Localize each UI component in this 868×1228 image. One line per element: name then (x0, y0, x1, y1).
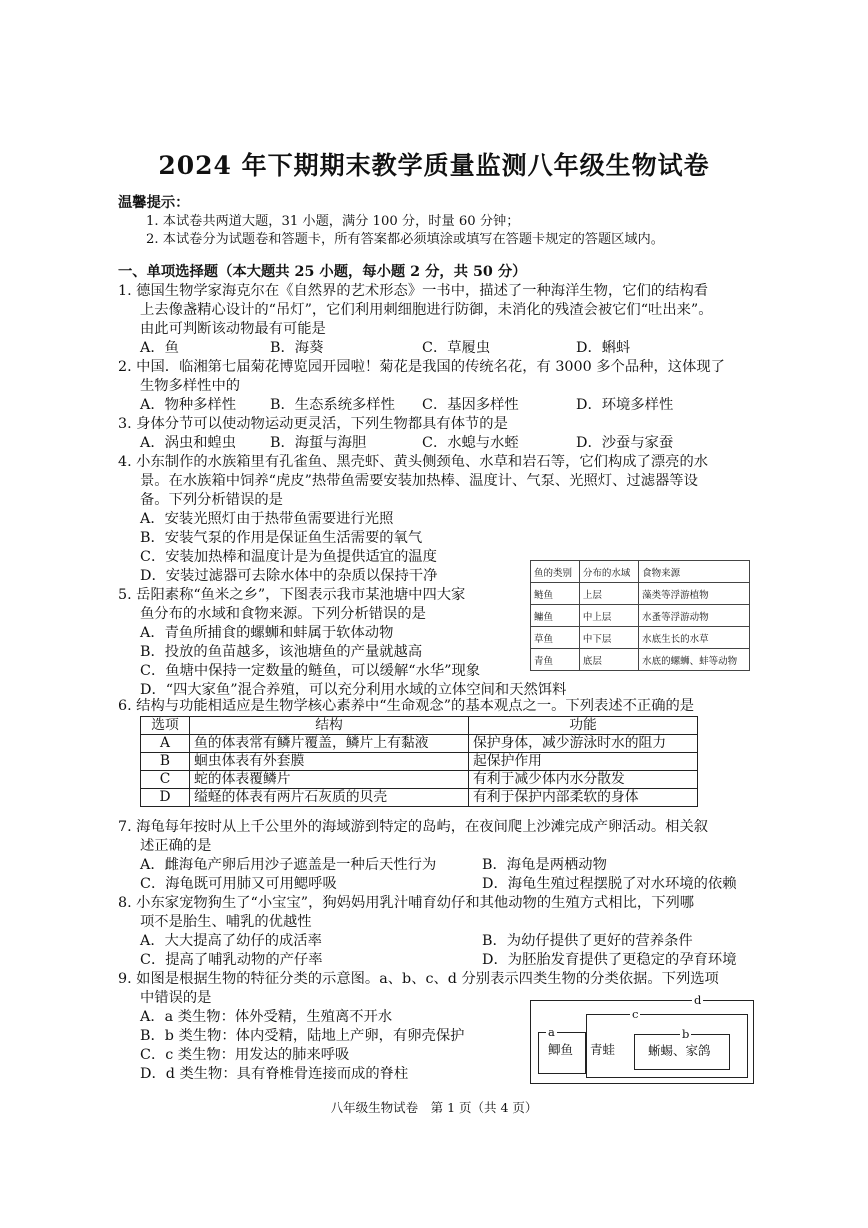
lizard-pigeon-label: 蜥蜴、家鸽 (648, 1043, 711, 1058)
table-cell: 青鱼 (531, 649, 580, 671)
option-a: A．涡虫和蝗虫 (140, 435, 237, 451)
table-row (141, 789, 698, 807)
option-c: C．海龟既可用肺又可用鳃呼吸 (140, 876, 337, 892)
question-text: 7. 海龟每年按时从上千公里外的海域游到特定的岛屿，在夜间爬上沙滩完成产卵活动。相关叙 (118, 819, 709, 835)
header-cell: 分布的水域 (579, 561, 638, 583)
question-text: 景。在水族箱中饲养“虎皮”热带鱼需要安装加热棒、温度计、气泵、光照灯、过滤器等设 (140, 473, 698, 489)
option-b: B．为幼仔提供了更好的营养条件 (482, 933, 693, 949)
exam-title: 2024 年下期期末教学质量监测八年级生物试卷 (158, 151, 710, 180)
option-d: D．海龟生殖过程摆脱了对水环境的依赖 (482, 876, 737, 892)
header-cell: 功能 (469, 717, 698, 735)
fish-distribution-table (530, 560, 750, 671)
table-cell: 鱼的体表常有鳞片覆盖，鳞片上有黏液 (190, 735, 469, 753)
option-b: B．海龟是两栖动物 (482, 857, 607, 873)
question-text: 5. 岳阳素称“鱼米之乡”，下图表示我市某池塘中四大家 (118, 587, 466, 603)
question-text: 生物多样性中的 (140, 378, 241, 394)
table-cell: 蛔虫体表有外套膜 (190, 753, 469, 771)
question-text: 述正确的是 (140, 838, 212, 854)
structure-function-table (140, 716, 698, 807)
question-text: 8. 小东家宠物狗生了“小宝宝”，狗妈妈用乳汁哺育幼仔和其他动物的生殖方式相比，下列哪 (118, 895, 695, 911)
table-cell: 中下层 (579, 627, 638, 649)
group-d-label: d (694, 993, 702, 1007)
option-a: A．雌海龟产卵后用沙子遮盖是一种后天性行为 (140, 857, 437, 873)
option-c: C．鱼塘中保持一定数量的鲢鱼，可以缓解“水华”现象 (140, 663, 481, 679)
option-d: D．为胚胎发育提供了更稳定的孕育环境 (482, 952, 737, 968)
section-heading: 一、单项选择题（本大题共 25 小题，每小题 2 分，共 50 分） (118, 264, 527, 280)
table-cell: 藻类等浮游植物 (639, 583, 750, 605)
table-cell: A (141, 735, 190, 753)
question-text: 3. 身体分节可以使动物运动更灵活，下列生物都具有体节的是 (118, 416, 508, 432)
tips-item-1: 1. 本试卷共两道大题，31 小题，满分 100 分，时量 60 分钟； (146, 214, 520, 229)
header-cell: 选项 (141, 717, 190, 735)
table-header-row (531, 561, 750, 583)
classification-diagram (530, 994, 754, 1084)
table-cell: C (141, 771, 190, 789)
option-d: D．“四大家鱼”混合养殖，可以充分利用水域的立体空间和天然饵料 (140, 682, 567, 698)
question-text: 中错误的是 (140, 990, 212, 1006)
question-text: 由此可判断该动物最有可能是 (140, 321, 326, 337)
table-cell: 上层 (579, 583, 638, 605)
table-cell: 水底的螺蛳、蚌等动物 (639, 649, 750, 671)
option-c: C．安装加热棒和温度计是为鱼提供适宜的温度 (140, 549, 437, 565)
option-b: B．投放的鱼苗越多，该池塘鱼的产量就越高 (140, 644, 423, 660)
option-a: A．鱼 (140, 340, 179, 356)
table-cell: B (141, 753, 190, 771)
question-text: 2. 中国．临湘第七届菊花博览园开园啦！菊花是我国的传统名花，有 3000 多个品种，这体现了 (118, 359, 725, 375)
header-cell: 食物来源 (639, 561, 750, 583)
table-row (141, 735, 698, 753)
table-row (531, 583, 750, 605)
option-b: B．海葵 (270, 340, 324, 356)
table-cell: 中上层 (579, 605, 638, 627)
option-a: A．物种多样性 (140, 397, 237, 413)
table-row (141, 753, 698, 771)
table-cell: 缢蛏的体表有两片石灰质的贝壳 (190, 789, 469, 807)
header-cell: 结构 (190, 717, 469, 735)
question-text: 备。下列分析错误的是 (140, 492, 283, 508)
table-row (531, 605, 750, 627)
option-a: A．青鱼所捕食的螺蛳和蚌属于软体动物 (140, 625, 394, 641)
table-cell: 鳙鱼 (531, 605, 580, 627)
table-cell: 草鱼 (531, 627, 580, 649)
table-row (531, 649, 750, 671)
header-cell: 鱼的类别 (531, 561, 580, 583)
option-a: A．大大提高了幼仔的成活率 (140, 933, 322, 949)
page-footer: 八年级生物试卷 第 1 页（共 4 页） (330, 1100, 538, 1115)
table-cell: 起保护作用 (469, 753, 698, 771)
question-6-text: 6. 结构与功能相适应是生物学核心素养中“生命观念”的基本观点之一。下列表述不正确的是 (118, 698, 695, 714)
group-c-label: c (632, 1007, 639, 1021)
option-c: C．草履虫 (422, 340, 491, 356)
table-cell: 蛇的体表覆鳞片 (190, 771, 469, 789)
table-cell: 水底生长的水草 (639, 627, 750, 649)
option-d: D．d 类生物：具有脊椎骨连接而成的脊柱 (140, 1066, 409, 1082)
question-text: 1. 德国生物学家海克尔在《自然界的艺术形态》一书中，描述了一种海洋生物，它们的结构看 (118, 283, 709, 299)
frog-label: 青蛙 (590, 1042, 616, 1057)
question-text: 9. 如图是根据生物的特征分类的示意图。a、b、c、d 分别表示四类生物的分类依据。下列选项 (118, 971, 719, 987)
option-d: D．蝌蚪 (576, 340, 631, 356)
table-cell: 保护身体，减少游泳时水的阻力 (469, 735, 698, 753)
option-b: B．海蜇与海胆 (270, 435, 367, 451)
option-c: C．水螅与水蛭 (422, 435, 519, 451)
tips-item-2: 2. 本试卷分为试题卷和答题卡，所有答案都必须填涂或填写在答题卡规定的答题区域内。 (146, 232, 664, 247)
table-header-row (141, 717, 698, 735)
table-cell: 水蚤等浮游动物 (639, 605, 750, 627)
group-a-label: a (548, 1025, 555, 1039)
option-b: B．安装气泵的作用是保证鱼生活需要的氧气 (140, 530, 423, 546)
option-c: C．基因多样性 (422, 397, 519, 413)
option-c: C．c 类生物：用发达的肺来呼吸 (140, 1047, 350, 1063)
table-row (531, 627, 750, 649)
group-b-label: b (682, 1027, 690, 1041)
option-b: B．b 类生物：体内受精，陆地上产卵，有卵壳保护 (140, 1028, 465, 1044)
option-c: C．提高了哺乳动物的产仔率 (140, 952, 323, 968)
question-text: 鱼分布的水域和食物来源。下列分析错误的是 (140, 606, 426, 622)
question-text: 4. 小东制作的水族箱里有孔雀鱼、黑壳虾、黄头侧颈龟、水草和岩石等，它们构成了漂亮的水 (118, 454, 709, 470)
option-a: A．安装光照灯由于热带鱼需要进行光照 (140, 511, 394, 527)
question-text: 项不是胎生、哺乳的优越性 (140, 914, 312, 930)
tips-heading: 温馨提示： (118, 195, 190, 211)
table-row (141, 771, 698, 789)
option-a: A．a 类生物：体外受精，生殖离不开水 (140, 1009, 393, 1025)
table-cell: 有利于保护内部柔软的身体 (469, 789, 698, 807)
table-cell: 底层 (579, 649, 638, 671)
option-d: D．安装过滤器可去除水体中的杂质以保持干净 (140, 568, 438, 584)
table-cell: 有利于减少体内水分散发 (469, 771, 698, 789)
question-text: 上去像盏精心设计的“吊灯”，它们利用刺细胞进行防御，未消化的残渣会被它们“吐出来”。 (140, 302, 713, 318)
option-d: D．沙蚕与家蚕 (576, 435, 674, 451)
fish-label: 鲫鱼 (548, 1042, 574, 1057)
table-cell: D (141, 789, 190, 807)
option-b: B．生态系统多样性 (270, 397, 395, 413)
option-d: D．环境多样性 (576, 397, 674, 413)
table-cell: 鲢鱼 (531, 583, 580, 605)
